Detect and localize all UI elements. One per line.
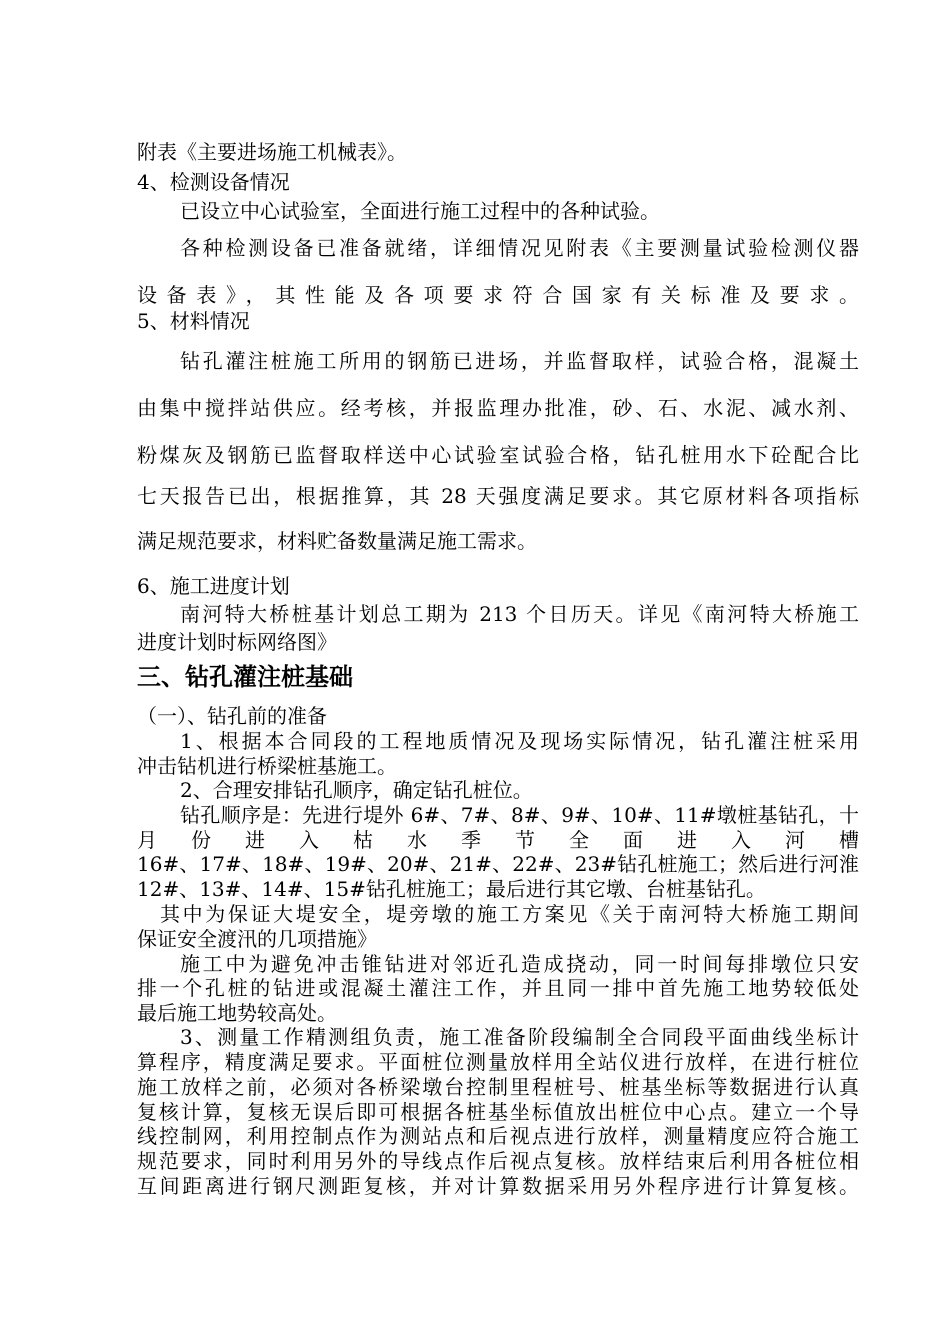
spaced-char: 份 <box>191 828 211 852</box>
text-line: 附表《主要进场施工机械表》。 <box>137 140 407 164</box>
text-line: 钻孔顺序是：先进行堤外 6#、7#、8#、9#、10#、11#墩桩基钻孔，十 <box>180 803 859 827</box>
spaced-char: 月 <box>137 828 157 852</box>
spaced-char: 季 <box>461 828 481 852</box>
spaced-char: 全 <box>569 828 589 852</box>
spaced-char: 枯 <box>353 828 373 852</box>
text-line: 2、合理安排钻孔顺序，确定钻孔桩位。 <box>180 778 533 802</box>
text-line: 12#、13#、14#、15#钻孔桩施工；最后进行其它墩、台桩基钻孔。 <box>137 877 766 901</box>
section-4-heading: 4、检测设备情况 <box>137 170 290 194</box>
section-6-heading: 6、施工进度计划 <box>137 574 290 598</box>
spaced-char: 水 <box>407 828 427 852</box>
section-5-heading: 5、材料情况 <box>137 309 250 333</box>
spaced-char: 入 <box>299 828 319 852</box>
spaced-char: 槽 <box>839 828 859 852</box>
spaced-char: 节 <box>515 828 535 852</box>
spaced-char: 面 <box>623 828 643 852</box>
text-line: 规范要求，同时利用另外的导线点作后视点复核。放样结束后利用各桩位相 <box>137 1149 859 1173</box>
text-line: 互间距离进行钢尺测距复核，并对计算数据采用另外程序进行计算复核。 <box>137 1174 859 1198</box>
spaced-char: 进 <box>245 828 265 852</box>
text-line: 设备表》，其性能及各项要求符合国家有关标准及要求。 <box>137 283 859 307</box>
text-line: 钻孔灌注桩施工所用的钢筋已进场，并监督取样，试验合格，混凝土 <box>180 349 859 373</box>
text-line: 1、根据本合同段的工程地质情况及现场实际情况，钻孔灌注桩采用 <box>180 729 859 753</box>
text-line: 七天报告已出，根据推算，其 28 天强度满足要求。其它原材料各项指标 <box>137 484 859 508</box>
text-line: 16#、17#、18#、19#、20#、21#、22#、23#钻孔桩施工；然后进行河淮 <box>137 852 859 876</box>
text-line: 算程序，精度满足要求。平面桩位测量放样用全站仪进行放样，在进行桩位 <box>137 1050 859 1074</box>
text-line: 3、测量工作精测组负责，施工准备阶段编制全合同段平面曲线坐标计 <box>180 1025 859 1049</box>
text-line: 排一个孔桩的钻进或混凝土灌注工作，并且同一排中首先施工地势较低处 <box>137 976 859 1000</box>
spaced-char: 河 <box>785 828 805 852</box>
text-line: 保证安全渡汛的几项措施》 <box>137 927 377 951</box>
text-line: 线控制网，利用控制点作为测站点和后视点进行放样，测量精度应符合施工 <box>137 1124 859 1148</box>
text-line: 复核计算，复核无误后即可根据各桩基坐标值放出桩位中心点。建立一个导 <box>137 1100 859 1124</box>
text-line: 粉煤灰及钢筋已监督取样送中心试验室试验合格，钻孔桩用水下砼配合比 <box>137 443 859 467</box>
text-line: 最后施工地势较高处。 <box>137 1001 337 1025</box>
text-line: 进度计划时标网络图》 <box>137 630 337 654</box>
spaced-char: 入 <box>731 828 751 852</box>
text-line: 其中为保证大堤安全，堤旁墩的施工方案见《关于南河特大桥施工期间 <box>160 902 859 926</box>
text-line: 施工中为避免冲击锥钻进对邻近孔造成挠动，同一时间每排墩位只安 <box>180 952 859 976</box>
text-line: 南河特大桥桩基计划总工期为 213 个日历天。详见《南河特大桥施工 <box>180 602 859 626</box>
text-line: 已设立中心试验室，全面进行施工过程中的各种试验。 <box>180 199 660 223</box>
text-line: 冲击钻机进行桥梁桩基施工。 <box>137 754 397 778</box>
text-line: 各种检测设备已准备就绪，详细情况见附表《主要测量试验检测仪器 <box>180 236 859 260</box>
spaced-char: 进 <box>677 828 697 852</box>
text-line: 满足规范要求，材料贮备数量满足施工需求。 <box>137 529 537 553</box>
chapter-heading: 三、钻孔灌注桩基础 <box>137 663 353 691</box>
text-line: 施工放样之前，必须对各桥梁墩台控制里程桩号、桩基坐标等数据进行认真 <box>137 1075 859 1099</box>
subsection-heading: （一）、钻孔前的准备 <box>137 704 327 728</box>
text-line: 由集中搅拌站供应。经考核，并报监理办批准，砂、石、水泥、减水剂、 <box>137 396 859 420</box>
